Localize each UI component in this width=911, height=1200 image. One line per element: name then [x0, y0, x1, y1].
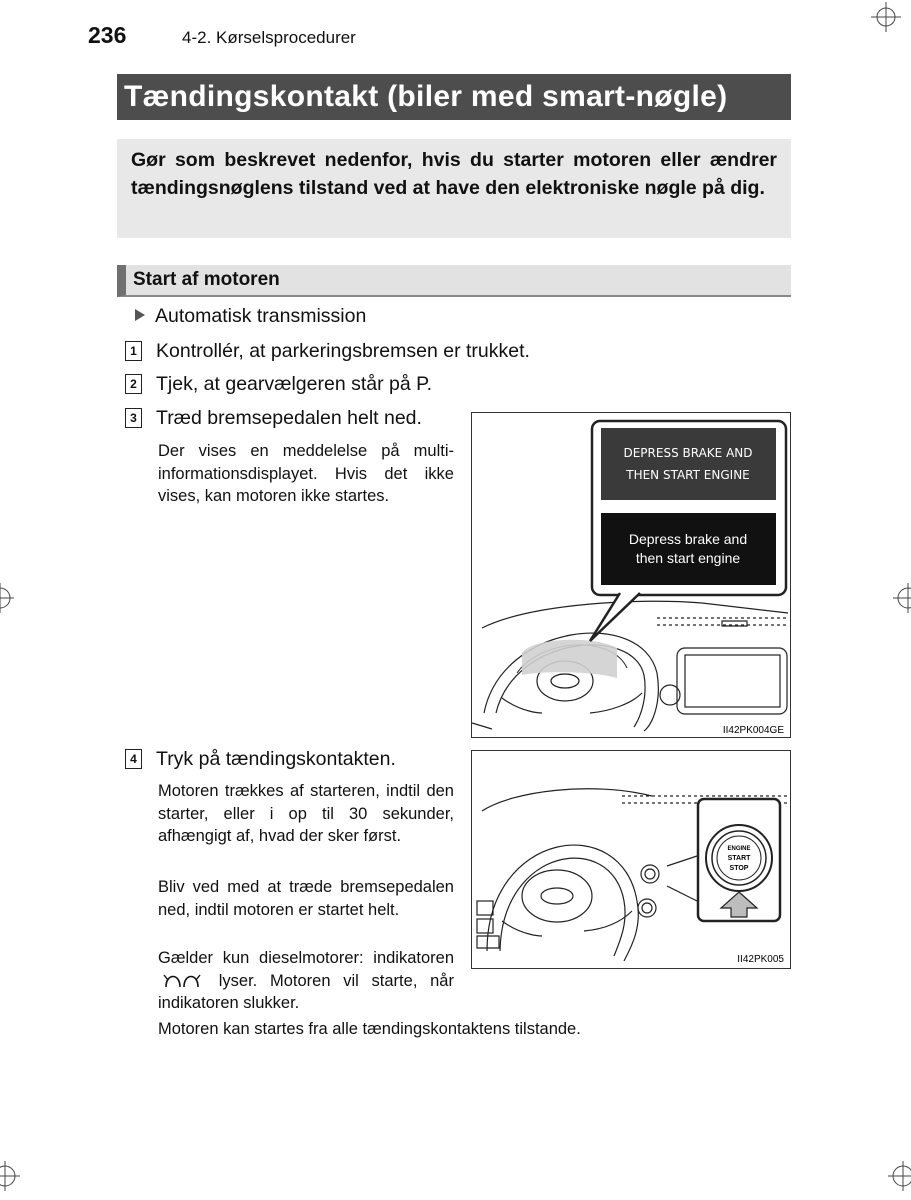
step-text: Træd bremsepedalen helt ned. [156, 407, 422, 429]
step-number: 1 [125, 341, 142, 361]
step-text: Kontrollér, at parkeringsbremsen er trukket. [156, 340, 530, 362]
step-3 [125, 407, 422, 430]
step-4-description-2: Bliv ved med at træde bremsepedalen ned, indtil motoren er startet helt. [158, 878, 454, 919]
page-title: Tændingskontakt (biler med smart-nøgle) [117, 74, 791, 120]
start-button-illustration [472, 751, 791, 969]
bullet-item [135, 305, 366, 328]
page-number: 236 [88, 22, 127, 48]
bullet-label: Automatisk transmission [155, 305, 367, 327]
figure-start-button [471, 750, 791, 969]
button-label: STOP [729, 865, 749, 872]
step-number: 4 [125, 749, 142, 769]
button-label: START [727, 855, 751, 862]
footer-note: Motoren kan startes fra alle tændingskontaktens tilstande. [158, 1020, 581, 1038]
dashboard-illustration [472, 413, 791, 738]
section-reference: 4-2. Kørselsprocedurer [182, 28, 356, 47]
step-text: Tjek, at gearvælgeren står på P. [156, 373, 433, 395]
subheading: Start af motoren [117, 265, 791, 297]
message-line: then start engine [635, 550, 741, 566]
step-text: Tryk på tændingskontakten. [156, 748, 396, 770]
step-1 [125, 340, 530, 363]
step-2 [125, 373, 432, 396]
description-text: lyser. Motoren vil starte, når indikatoren slukker. [158, 971, 454, 1012]
step-4 [125, 748, 396, 771]
step-number: 3 [125, 408, 142, 428]
step-4-description-1: Motoren trækkes af starteren, indtil den starter, eller i op til 30 sekunder, afhængigt af, hvad der sker først. [158, 782, 454, 845]
message-line: Depress brake and [628, 531, 748, 547]
step-4-description-3 [158, 947, 454, 1015]
message-line: DEPRESS BRAKE AND [623, 446, 753, 460]
figure-code: II42PK005 [737, 954, 784, 965]
intro-text: Gør som beskrevet nedenfor, hvis du starter motoren eller ændrer tændingsnøglens tilstand ved at have den elektroniske nøgle på dig. [131, 149, 777, 199]
glow-plug-indicator-icon [162, 971, 202, 989]
button-label: ENGINE [727, 846, 751, 852]
message-line: THEN START ENGINE [626, 468, 750, 482]
figure-code: II42PK004GE [722, 725, 784, 736]
triangle-bullet-icon [135, 309, 145, 321]
figure-brake-message [471, 412, 791, 738]
intro-box [117, 139, 791, 238]
step-3-description: Der vises en meddelelse på multi-informationsdisplayet. Hvis det ikke vises, kan motoren ikke startes. [158, 442, 454, 505]
step-number: 2 [125, 374, 142, 394]
description-text: Gælder kun dieselmotorer: indikatoren [158, 949, 454, 967]
